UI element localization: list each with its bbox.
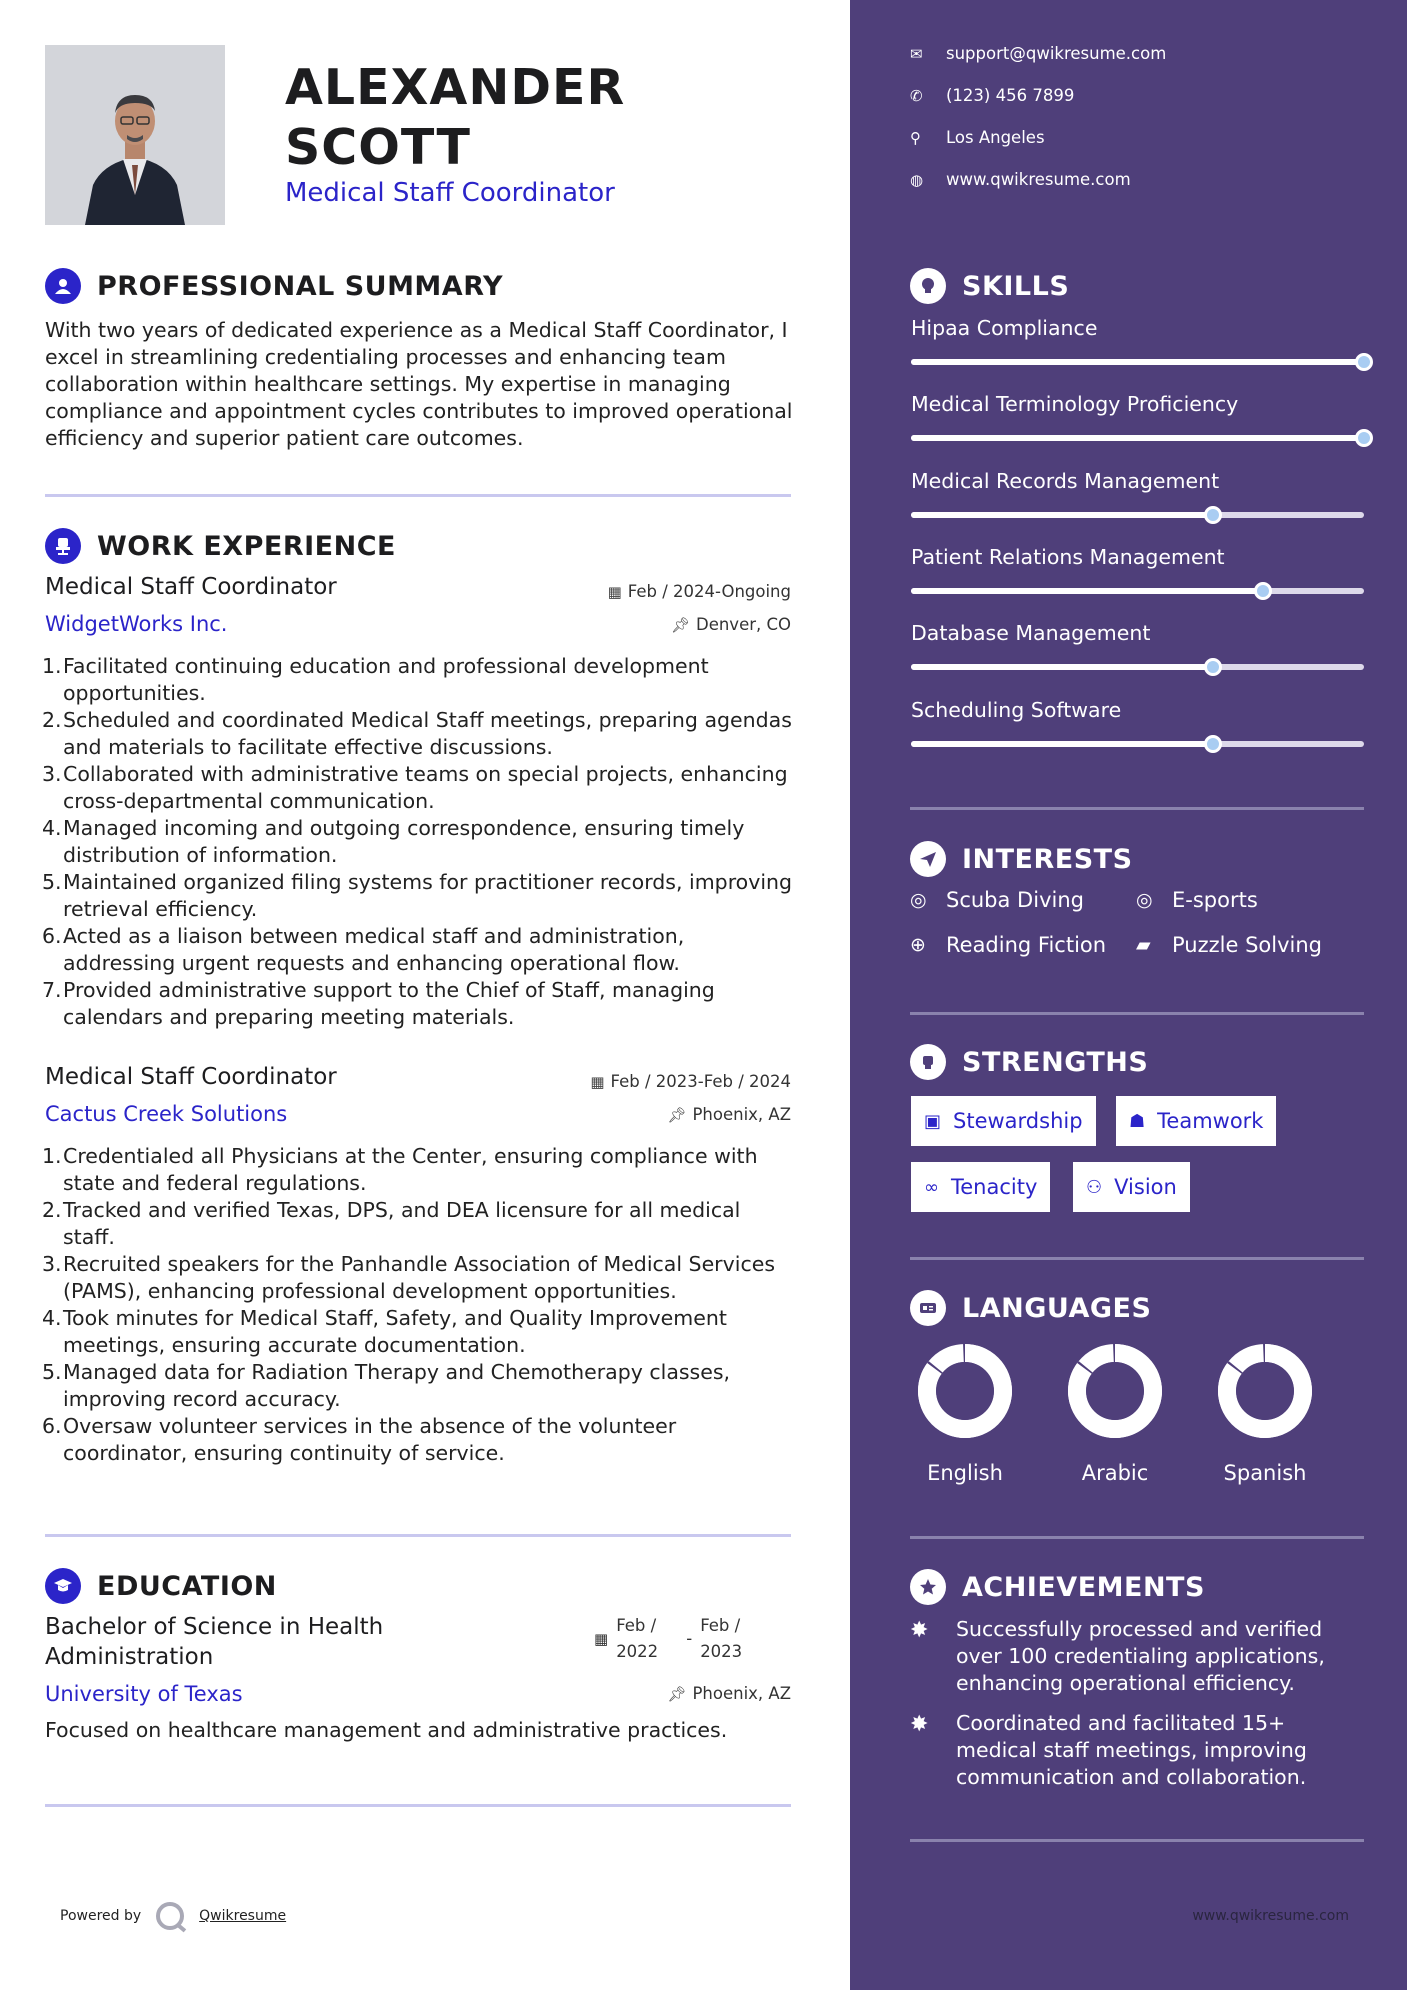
list-item: Oversaw volunteer services in the absence of the volunteer coordinator, ensuring continuity of service. [63,1414,677,1465]
skill-label: Medical Records Management [911,468,1220,493]
education-degree: Bachelor of Science in Health Administration [45,1614,384,1670]
summary-heading [45,268,503,304]
strength-label: Tenacity [951,1175,1038,1199]
list-item: Tracked and verified Texas, DPS, and DEA licensure for all medical staff. [63,1198,741,1249]
job-location-text: Phoenix, AZ [692,1105,791,1124]
education-location [667,1684,791,1703]
languages-heading [910,1290,1151,1326]
contact-email [910,44,1166,63]
achievement-text: Successfully processed and verified over 100 credentialing applications, enhancing operational efficiency. [956,1617,1325,1695]
education-school: University of Texas [45,1682,243,1706]
calendar-icon: ▦ [590,1073,605,1091]
job-company: WidgetWorks Inc. [45,612,228,636]
profile-photo [45,45,225,225]
strength-tag [1073,1162,1190,1212]
job-responsibilities [44,1143,794,1467]
education-dates [594,1613,770,1665]
language-donut [1217,1343,1313,1439]
contact-location [910,128,1045,147]
list-item: Took minutes for Medical Staff, Safety, and Quality Improvement meetings, ensuring accurate documentation. [63,1306,727,1357]
contact-location-text: Los Angeles [946,128,1045,147]
languages-title: LANGUAGES [962,1292,1152,1324]
candidate-name [285,58,625,178]
skill-fill [911,741,1213,747]
skill-fill [911,588,1263,594]
language-card-icon [910,1290,946,1326]
job-title: Medical Staff Coordinator [45,1064,337,1090]
skill-track [911,588,1364,594]
star-icon: ✸ [910,1712,929,1737]
job-dates [608,582,791,601]
skill-knob [1204,506,1222,524]
language-label: Spanish [1223,1461,1307,1485]
list-item: Credentialed all Physicians at the Center, ensuring compliance with state and federal regulations. [63,1144,758,1195]
skills-heading [910,268,1069,304]
education-date-separator: - [686,1629,693,1648]
education-end-month: Feb / [700,1616,741,1635]
interest-label: Reading Fiction [946,933,1107,957]
globe-icon: ◍ [910,170,924,189]
language-label: Arabic [1081,1461,1149,1485]
education-start-year: 2022 [616,1642,659,1661]
map-pin-icon: ⚲ [910,128,921,147]
sidebar [850,0,1407,1990]
contact-email-text[interactable]: support@qwikresume.com [946,44,1167,63]
language-donut [917,1343,1013,1439]
lifebuoy-icon: ◎ [910,889,927,911]
education-end-year: 2023 [700,1642,743,1661]
skill-track [911,741,1364,747]
skill-label: Medical Terminology Proficiency [911,392,1239,417]
list-item: Provided administrative support to the Chief of Staff, managing calendars and preparing meeting materials. [63,978,715,1029]
skills-title: SKILLS [962,270,1070,302]
powered-by-label: Powered by [60,1908,142,1924]
skill-track [911,664,1364,670]
strengths-title: STRENGTHS [962,1046,1149,1078]
star-icon: ✸ [910,1618,929,1643]
education-title: EDUCATION [97,1570,277,1602]
lightbulb-icon [910,268,946,304]
language-ring-hole [1236,1362,1294,1420]
skill-fill [911,435,1364,441]
skill-label: Scheduling Software [911,697,1122,722]
job-company: Cactus Creek Solutions [45,1102,288,1126]
interest-label: E-sports [1172,888,1258,912]
list-item: Acted as a liaison between medical staff and administration, addressing urgent requests and enhancing operational flow. [63,924,685,975]
strength-label: Stewardship [953,1109,1083,1133]
lifebuoy-icon: ◎ [1136,889,1153,911]
education-end [700,1613,770,1665]
interest-item [1136,933,1322,957]
pin-icon: 📌︎ [670,616,690,634]
education-heading [45,1568,277,1604]
list-item: Collaborated with administrative teams on special projects, enhancing cross-departmental communication. [63,762,788,813]
interest-item [910,933,1106,957]
strength-label: Vision [1114,1175,1177,1199]
strength-tag [911,1096,1096,1146]
job-location [671,615,791,634]
list-item: Managed data for Radiation Therapy and Chemotherapy classes, improving record accuracy. [63,1360,731,1411]
book-icon: ▰ [1136,934,1151,956]
calendar-icon: ▦ [607,583,622,601]
language-item [915,1343,1015,1485]
envelope-icon: ✉ [910,44,923,63]
chair-icon [45,528,81,564]
fist-icon [910,1044,946,1080]
summary-title: PROFESSIONAL SUMMARY [97,270,504,302]
divider [45,494,791,497]
skill-knob [1204,735,1222,753]
calendar-icon: ▦ [594,1630,609,1648]
education-start [616,1613,686,1665]
link-icon: ∞ [924,1176,939,1198]
brand-link[interactable]: Qwikresume [199,1908,287,1924]
achievements-title: ACHIEVEMENTS [962,1571,1205,1603]
education-start-month: Feb / [616,1616,657,1635]
graduation-cap-icon [45,1568,81,1604]
skill-fill [911,664,1213,670]
job-dates-text: Feb / 2024-Ongoing [627,582,791,601]
briefcase-icon: ▣ [924,1110,942,1132]
job-title: Medical Staff Coordinator [45,574,337,600]
skill-fill [911,512,1213,518]
divider [45,1534,791,1537]
interests-heading [910,841,1133,877]
job-dates [590,1072,791,1091]
skill-knob [1204,658,1222,676]
strength-label: Teamwork [1157,1109,1264,1133]
strength-tag [911,1162,1050,1212]
contact-phone-text: (123) 456 7899 [946,86,1075,105]
pin-icon: 📌︎ [667,1106,687,1124]
language-donut [1067,1343,1163,1439]
achievement-item [910,1616,1350,1697]
divider [910,807,1364,810]
language-item [1065,1343,1165,1485]
job-dates-text: Feb / 2023-Feb / 2024 [610,1072,791,1091]
contact-website [910,170,1131,189]
skill-knob [1355,353,1373,371]
work-heading [45,528,396,564]
interest-item [1136,888,1258,912]
divider [45,1804,791,1807]
skill-knob [1355,429,1373,447]
skill-label: Database Management [911,621,1151,646]
list-item: Facilitated continuing education and professional development opportunities. [63,654,709,705]
name-first: ALEXANDER [285,59,626,116]
job-location [667,1105,791,1124]
powered-by [60,1902,286,1930]
language-ring-hole [1086,1362,1144,1420]
language-ring-hole [936,1362,994,1420]
job-location-text: Denver, CO [695,615,791,634]
strength-tag [1116,1096,1276,1146]
achievements-heading [910,1569,1205,1605]
list-item: Recruited speakers for the Panhandle Association of Medical Services (PAMS), enhancing professional development opportunities. [63,1252,776,1303]
skill-fill [911,359,1364,365]
education-location-text: Phoenix, AZ [692,1684,791,1703]
paper-plane-icon [910,841,946,877]
strengths-heading [910,1044,1148,1080]
phone-icon: ✆ [910,86,923,105]
interest-label: Scuba Diving [946,888,1084,912]
qwikresume-logo-icon [156,1902,184,1930]
footer-site[interactable]: www.qwikresume.com [1192,1908,1349,1924]
divider [910,1257,1364,1260]
divider [910,1839,1364,1842]
language-label: English [927,1461,1003,1485]
skill-track [911,512,1364,518]
interest-label: Puzzle Solving [1172,933,1322,957]
candidate-title: Medical Staff Coordinator [285,178,615,208]
education-description: Focused on healthcare management and administrative practices. [45,1718,728,1742]
achievement-text: Coordinated and facilitated 15+ medical staff meetings, improving communication and collaboration. [956,1711,1307,1789]
user-icon [45,268,81,304]
job-responsibilities [44,653,794,1031]
divider [910,1012,1364,1015]
skill-track [911,435,1364,441]
contact-website-text[interactable]: www.qwikresume.com [946,170,1131,189]
star-badge-icon [910,1569,946,1605]
list-item: Maintained organized filing systems for practitioner records, improving retrieval efficiency. [63,870,793,921]
work-title: WORK EXPERIENCE [97,530,396,562]
skill-label: Hipaa Compliance [911,316,1098,340]
contact-phone [910,86,1074,105]
skill-label: Patient Relations Management [911,544,1225,569]
users-icon: ☗ [1129,1110,1146,1132]
achievement-item [910,1710,1350,1791]
pin-icon: 📌︎ [667,1685,687,1703]
list-item: Scheduled and coordinated Medical Staff meetings, preparing agendas and materials to facilitate effective discussions. [63,708,792,759]
skill-track [911,359,1364,365]
language-item [1215,1343,1315,1485]
divider [910,1536,1364,1539]
summary-text: With two years of dedicated experience as a Medical Staff Coordinator, I excel in streamlining credentialing processes and enhancing team collaboration within healthcare settings. My expertise in managing compliance and appointment cycles contributes to improved operational efficiency and superior patient care outcomes. [45,318,793,450]
interests-title: INTERESTS [962,843,1133,875]
gamepad-icon: ⊕ [910,934,926,956]
name-last: SCOTT [285,119,471,176]
interest-item [910,888,1084,912]
skill-knob [1254,582,1272,600]
list-item: Managed incoming and outgoing correspondence, ensuring timely distribution of information. [63,816,745,867]
binoculars-icon: ⚇ [1086,1176,1103,1198]
